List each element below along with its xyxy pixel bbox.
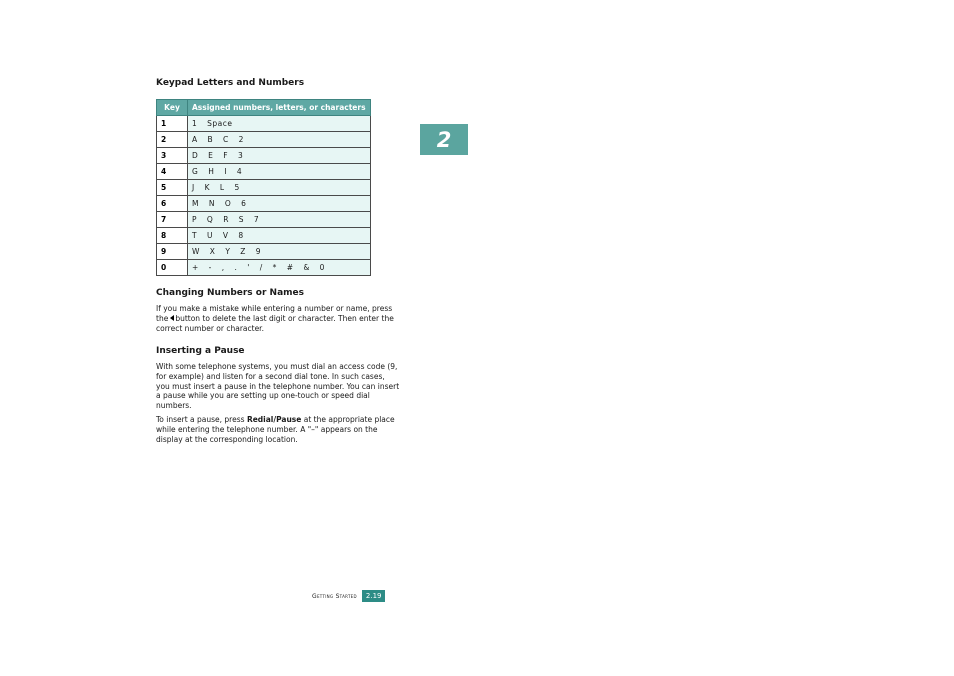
table-row: [157, 228, 371, 244]
key-cell: 7: [157, 212, 188, 228]
chars-cell: A B C 2: [188, 132, 371, 148]
key-cell: 9: [157, 244, 188, 260]
key-cell: 5: [157, 180, 188, 196]
table-row: [157, 164, 371, 180]
chars-cell: J K L 5: [188, 180, 371, 196]
chars-cell: P Q R S 7: [188, 212, 371, 228]
table-row: [157, 244, 371, 260]
pause-text-before: To insert a pause, press: [156, 415, 245, 424]
chars-cell: T U V 8: [188, 228, 371, 244]
table-row: [157, 212, 371, 228]
page-footer: [312, 590, 385, 602]
table-header-row: [157, 100, 371, 116]
table-row: [157, 180, 371, 196]
table-row: [157, 116, 371, 132]
key-cell: 2: [157, 132, 188, 148]
key-cell: 8: [157, 228, 188, 244]
chars-cell: W X Y Z 9: [188, 244, 371, 260]
chars-cell: M N O 6: [188, 196, 371, 212]
table-row: [157, 260, 371, 276]
pause-paragraph-1: With some telephone systems, you must dial an access code (9, for example) and listen for a second dial tone. In such cases, you must insert a pause in the telephone number. You can insert a pause while you are setting up one-touch or speed dial numbers.: [156, 362, 400, 411]
section-heading-pause: Inserting a Pause: [156, 346, 245, 356]
footer-section-title: Getting Started: [312, 592, 357, 600]
key-cell: 0: [157, 260, 188, 276]
footer-page-number: 2.19: [362, 590, 386, 602]
left-arrow-icon: [170, 315, 174, 321]
pause-text-after: at the appropriate place while entering the telephone number. A "–" appears on the display at the corresponding location.: [156, 415, 395, 444]
section-heading-changing: Changing Numbers or Names: [156, 288, 304, 298]
chars-cell: 1 Space: [188, 116, 371, 132]
changing-text-after: button to delete the last digit or character. Then enter the correct number or character.: [156, 313, 394, 333]
key-cell: 4: [157, 164, 188, 180]
redial-pause-label: Redial/Pause: [246, 415, 302, 424]
chars-cell: + - , . ' / * # & 0: [188, 260, 371, 276]
table-header-key: Key: [157, 100, 188, 116]
changing-paragraph: [156, 304, 400, 333]
table-row: [157, 132, 371, 148]
keypad-table: [156, 99, 371, 276]
pause-paragraph-2: [156, 415, 400, 444]
key-cell: 1: [157, 116, 188, 132]
chars-cell: D E F 3: [188, 148, 371, 164]
changing-text-before: If you make a mistake while entering a number or name, press the: [156, 304, 393, 323]
table-row: [157, 196, 371, 212]
table-row: [157, 148, 371, 164]
chars-cell: G H I 4: [188, 164, 371, 180]
chapter-tab: 2: [420, 124, 468, 155]
table-header-chars: Assigned numbers, letters, or characters: [188, 100, 371, 116]
key-cell: 3: [157, 148, 188, 164]
key-cell: 6: [157, 196, 188, 212]
section-heading-keypad: Keypad Letters and Numbers: [156, 78, 305, 88]
